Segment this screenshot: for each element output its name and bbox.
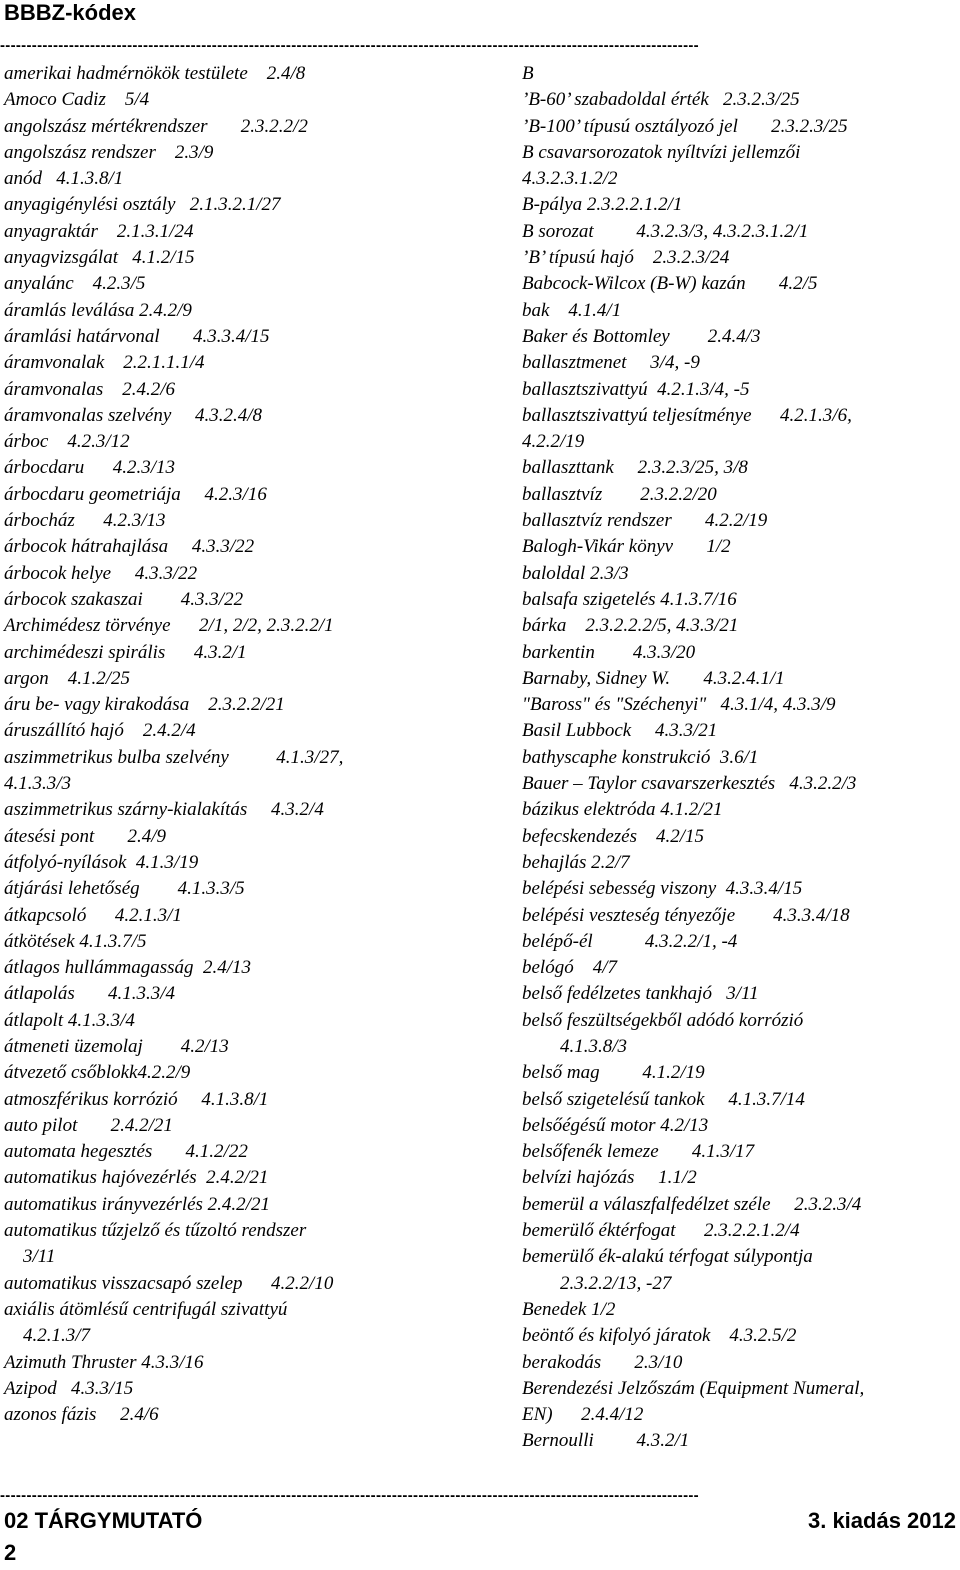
index-entry: anód 4.1.3.8/1 bbox=[4, 168, 124, 190]
index-entry: árbocház 4.2.3/13 bbox=[4, 510, 166, 532]
index-entry: befecskendezés 4.2/15 bbox=[522, 825, 705, 847]
index-entry: anyagvizsgálat 4.1.2/15 bbox=[4, 247, 195, 269]
index-entry: berakodás 2.3/10 bbox=[522, 1351, 683, 1373]
index-entry: Baker és Bottomley 2.4.4/3 bbox=[522, 325, 761, 347]
index-entry: 4.1.3.8/3 bbox=[522, 1035, 628, 1057]
index-entry: áramvonalas 2.4.2/6 bbox=[4, 378, 175, 400]
index-entry: Berendezési Jelzőszám (Equipment Numeral, bbox=[522, 1377, 865, 1399]
index-entry: Basil Lubbock 4.3.3/21 bbox=[522, 720, 718, 742]
index-entry: EN) 2.4.4/12 bbox=[522, 1404, 644, 1426]
index-entry: áruszállító hajó 2.4.2/4 bbox=[4, 720, 196, 742]
index-entry: bemerül a válaszfalfedélzet széle 2.3.2.3/4 bbox=[522, 1193, 862, 1215]
index-entry: anyagraktár 2.1.3.1/24 bbox=[4, 220, 194, 242]
index-entry: átvezető csőblokk4.2.2/9 bbox=[4, 1062, 191, 1084]
index-entry: automatikus tűzjelző és tűzoltó rendszer bbox=[4, 1220, 307, 1242]
index-entry: automatikus irányvezérlés 2.4.2/21 bbox=[4, 1193, 270, 1215]
index-entry: beöntő és kifolyó járatok 4.3.2.5/2 bbox=[522, 1325, 797, 1347]
index-entry: áramlási határvonal 4.3.3.4/15 bbox=[4, 325, 270, 347]
index-entry: árbocok szakaszai 4.3.3/22 bbox=[4, 588, 244, 610]
index-entry: automatikus visszacsapó szelep 4.2.2/10 bbox=[4, 1272, 334, 1294]
index-entry: belvízi hajózás 1.1/2 bbox=[522, 1167, 697, 1189]
index-entry: amerikai hadmérnökök testülete 2.4/8 bbox=[4, 63, 306, 84]
index-entry: bárka 2.3.2.2.2/5, 4.3.3/21 bbox=[522, 615, 739, 637]
index-entry: auto pilot 2.4.2/21 bbox=[4, 1114, 173, 1136]
index-entry: B bbox=[522, 63, 534, 84]
index-entry: bemerülő ék-alakú térfogat súlypontja bbox=[522, 1246, 813, 1268]
index-entry: atmoszférikus korrózió 4.1.3.8/1 bbox=[4, 1088, 269, 1110]
index-entry: árbocdaru 4.2.3/13 bbox=[4, 457, 175, 479]
index-entry: belsőégésű motor 4.2/13 bbox=[522, 1114, 709, 1136]
index-entry: ’B’ típusú hajó 2.3.2.3/24 bbox=[522, 247, 730, 269]
index-entry: áramlás leválása 2.4.2/9 bbox=[4, 299, 192, 321]
index-entry: argon 4.1.2/25 bbox=[4, 667, 130, 689]
index-entry: átjárási lehetőség 4.1.3.3/5 bbox=[4, 878, 245, 900]
index-entry: bathyscaphe konstrukció 3.6/1 bbox=[522, 746, 759, 768]
index-entry: Benedek 1/2 bbox=[522, 1298, 616, 1320]
index-entry: Azimuth Thruster 4.3.3/16 bbox=[4, 1351, 204, 1373]
index-entry: belső fedélzetes tankhajó 3/11 bbox=[522, 983, 759, 1005]
index-entry: ’B-100’ típusú osztályozó jel 2.3.2.3/25 bbox=[522, 115, 848, 137]
index-entry: ballasztmenet 3/4, -9 bbox=[522, 352, 700, 374]
index-entry: belépési sebesség viszony 4.3.3.4/15 bbox=[522, 878, 803, 900]
index-entry: belső feszültségekből adódó korrózió bbox=[522, 1009, 804, 1031]
index-entry: Barnaby, Sidney W. 4.3.2.4.1/1 bbox=[522, 667, 785, 689]
index-column-left bbox=[4, 61, 509, 1428]
document-title: BBBZ-kódex bbox=[4, 0, 137, 25]
index-entry: átkötések 4.1.3.7/5 bbox=[4, 930, 147, 952]
index-entry: árboc 4.2.3/12 bbox=[4, 431, 130, 453]
index-entry: Balogh-Vikár könyv 1/2 bbox=[522, 536, 731, 558]
index-entry: baloldal 2.3/3 bbox=[522, 562, 629, 584]
index-entry: B-pálya 2.3.2.2.1.2/1 bbox=[522, 194, 683, 216]
index-entry: bak 4.1.4/1 bbox=[522, 299, 622, 321]
index-entry: ’B-60’ szabadoldal érték 2.3.2.3/25 bbox=[522, 89, 800, 111]
index-entry: árbocok helye 4.3.3/22 bbox=[4, 562, 198, 584]
index-entry: angolszász rendszer 2.3/9 bbox=[4, 141, 214, 163]
index-entry: archimédeszi spirális 4.3.2/1 bbox=[4, 641, 247, 663]
index-entry: barkentin 4.3.3/20 bbox=[522, 641, 696, 663]
index-entry: belépő-él 4.3.2.2/1, -4 bbox=[522, 930, 738, 952]
index-entry: 4.2.2/19 bbox=[522, 431, 585, 453]
footer-section-title: 02 TÁRGYMUTATÓ bbox=[4, 1508, 203, 1533]
index-entry: ballasztvíz 2.3.2.2/20 bbox=[522, 483, 717, 505]
index-entry: Azipod 4.3.3/15 bbox=[4, 1377, 134, 1399]
index-entry: átfolyó-nyílások 4.1.3/19 bbox=[4, 851, 199, 873]
index-entry: belső mag 4.1.2/19 bbox=[522, 1062, 705, 1084]
header-rule: ------------------------------------------------------------------------------------------------------------------------------------ bbox=[0, 38, 699, 54]
index-entry: átmeneti üzemolaj 4.2/13 bbox=[4, 1035, 229, 1057]
index-entry: automatikus hajóvezérlés 2.4.2/21 bbox=[4, 1167, 269, 1189]
index-entry: áru be- vagy kirakodása 2.3.2.2/21 bbox=[4, 694, 285, 716]
index-entry: 4.2.1.3/7 bbox=[4, 1325, 91, 1347]
index-entry: bázikus elektróda 4.1.2/21 bbox=[522, 799, 723, 821]
index-entry: anyalánc 4.2.3/5 bbox=[4, 273, 146, 295]
index-entry: axiális átömlésű centrifugál szivattyú bbox=[4, 1298, 288, 1320]
index-entry: átesési pont 2.4/9 bbox=[4, 825, 167, 847]
index-entry: automata hegesztés 4.1.2/22 bbox=[4, 1141, 248, 1163]
index-entry: árbocdaru geometriája 4.2.3/16 bbox=[4, 483, 267, 505]
index-entry: bemerülő éktérfogat 2.3.2.2.1.2/4 bbox=[522, 1220, 800, 1242]
index-entry: anyagigénylési osztály 2.1.3.2.1/27 bbox=[4, 194, 281, 216]
index-entry: belógó 4/7 bbox=[522, 957, 617, 979]
index-entry: 2.3.2.2/13, -27 bbox=[522, 1272, 672, 1294]
index-column-right bbox=[522, 61, 952, 1455]
index-entry: aszimmetrikus szárny-kialakítás 4.3.2/4 bbox=[4, 799, 324, 821]
index-entry: behajlás 2.2/7 bbox=[522, 851, 630, 873]
index-entry: angolszász mértékrendszer 2.3.2.2/2 bbox=[4, 115, 308, 137]
index-entry: átlagos hullámmagasság 2.4/13 bbox=[4, 957, 252, 979]
index-entry: Archimédesz törvénye 2/1, 2/2, 2.3.2.2/1 bbox=[4, 615, 334, 637]
footer-edition: 3. kiadás 2012 bbox=[807, 1508, 956, 1533]
index-entry: átlapolás 4.1.3.3/4 bbox=[4, 983, 176, 1005]
index-entry: 4.3.2.3.1.2/2 bbox=[522, 168, 618, 190]
index-entry: ballasztvíz rendszer 4.2.2/19 bbox=[522, 510, 768, 532]
index-entry: ballasztszivattyú 4.2.1.3/4, -5 bbox=[522, 378, 750, 400]
index-entry: árbocok hátrahajlása 4.3.3/22 bbox=[4, 536, 255, 558]
index-entry: áramvonalak 2.2.1.1.1/4 bbox=[4, 352, 205, 374]
index-entry: B sorozat 4.3.2.3/3, 4.3.2.3.1.2/1 bbox=[522, 220, 809, 242]
index-entry: aszimmetrikus bulba szelvény 4.1.3/27, bbox=[4, 746, 344, 768]
index-entry: belépési veszteség tényezője 4.3.3.4/18 bbox=[522, 904, 850, 926]
index-entry: B csavarsorozatok nyíltvízi jellemzői bbox=[522, 141, 801, 163]
index-entry: ballasztszivattyú teljesítménye 4.2.1.3/6, bbox=[522, 404, 852, 426]
index-entry: balsafa szigetelés 4.1.3.7/16 bbox=[522, 588, 737, 610]
index-entry: 3/11 bbox=[4, 1246, 56, 1268]
page-number: 2 bbox=[4, 1540, 17, 1565]
index-entry: azonos fázis 2.4/6 bbox=[4, 1404, 159, 1426]
index-entry: ballaszttank 2.3.2.3/25, 3/8 bbox=[522, 457, 748, 479]
index-entry: átlapolt 4.1.3.3/4 bbox=[4, 1009, 135, 1031]
index-entry: áramvonalas szelvény 4.3.2.4/8 bbox=[4, 404, 263, 426]
index-entry: Bernoulli 4.3.2/1 bbox=[522, 1430, 690, 1452]
index-entry: belső szigetelésű tankok 4.1.3.7/14 bbox=[522, 1088, 805, 1110]
index-entry: Bauer – Taylor csavarszerkesztés 4.3.2.2/3 bbox=[522, 773, 857, 795]
index-entry: Babcock-Wilcox (B-W) kazán 4.2/5 bbox=[522, 273, 818, 295]
index-entry: átkapcsoló 4.2.1.3/1 bbox=[4, 904, 182, 926]
index-entry: Amoco Cadiz 5/4 bbox=[4, 89, 150, 111]
index-entry: belsőfenék lemeze 4.1.3/17 bbox=[522, 1141, 755, 1163]
footer-rule: ------------------------------------------------------------------------------------------------------------------------------------ bbox=[0, 1488, 699, 1504]
index-entry: "Baross" és "Széchenyi" 4.3.1/4, 4.3.3/9 bbox=[522, 694, 836, 716]
index-entry: 4.1.3.3/3 bbox=[4, 773, 72, 795]
